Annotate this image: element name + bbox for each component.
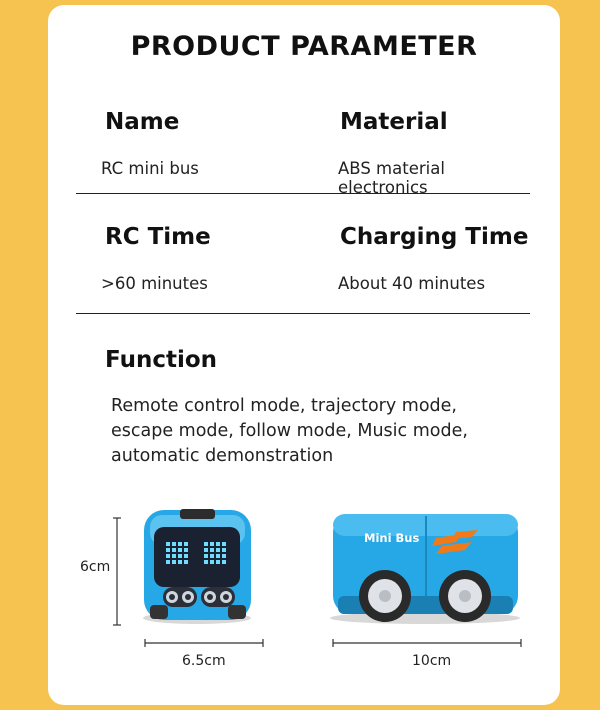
function-line: automatic demonstration	[111, 446, 334, 466]
page-title: PRODUCT PARAMETER	[130, 31, 478, 62]
side-logo-text: Mini Bus	[364, 531, 420, 545]
width-dimension: 6.5cm	[182, 653, 226, 669]
bus-side-view	[330, 514, 520, 624]
material-label: Material	[340, 109, 448, 135]
function-line: escape mode, follow mode, Music mode,	[111, 421, 468, 441]
bus-front-view	[143, 509, 251, 624]
function-line: Remote control mode, trajectory mode,	[111, 396, 457, 416]
height-dimension: 6cm	[80, 559, 111, 575]
name-value: RC mini bus	[101, 159, 199, 178]
name-label: Name	[105, 109, 180, 135]
length-dimension: 10cm	[412, 653, 452, 669]
charging-time-label: Charging Time	[340, 224, 529, 250]
rc-time-label: RC Time	[105, 224, 211, 250]
charging-time-value: About 40 minutes	[338, 274, 486, 293]
rc-time-value: >60 minutes	[101, 274, 208, 293]
function-label: Function	[105, 347, 218, 373]
material-value-line1: ABS material	[338, 159, 445, 178]
material-value-line2: electronics	[338, 178, 428, 197]
